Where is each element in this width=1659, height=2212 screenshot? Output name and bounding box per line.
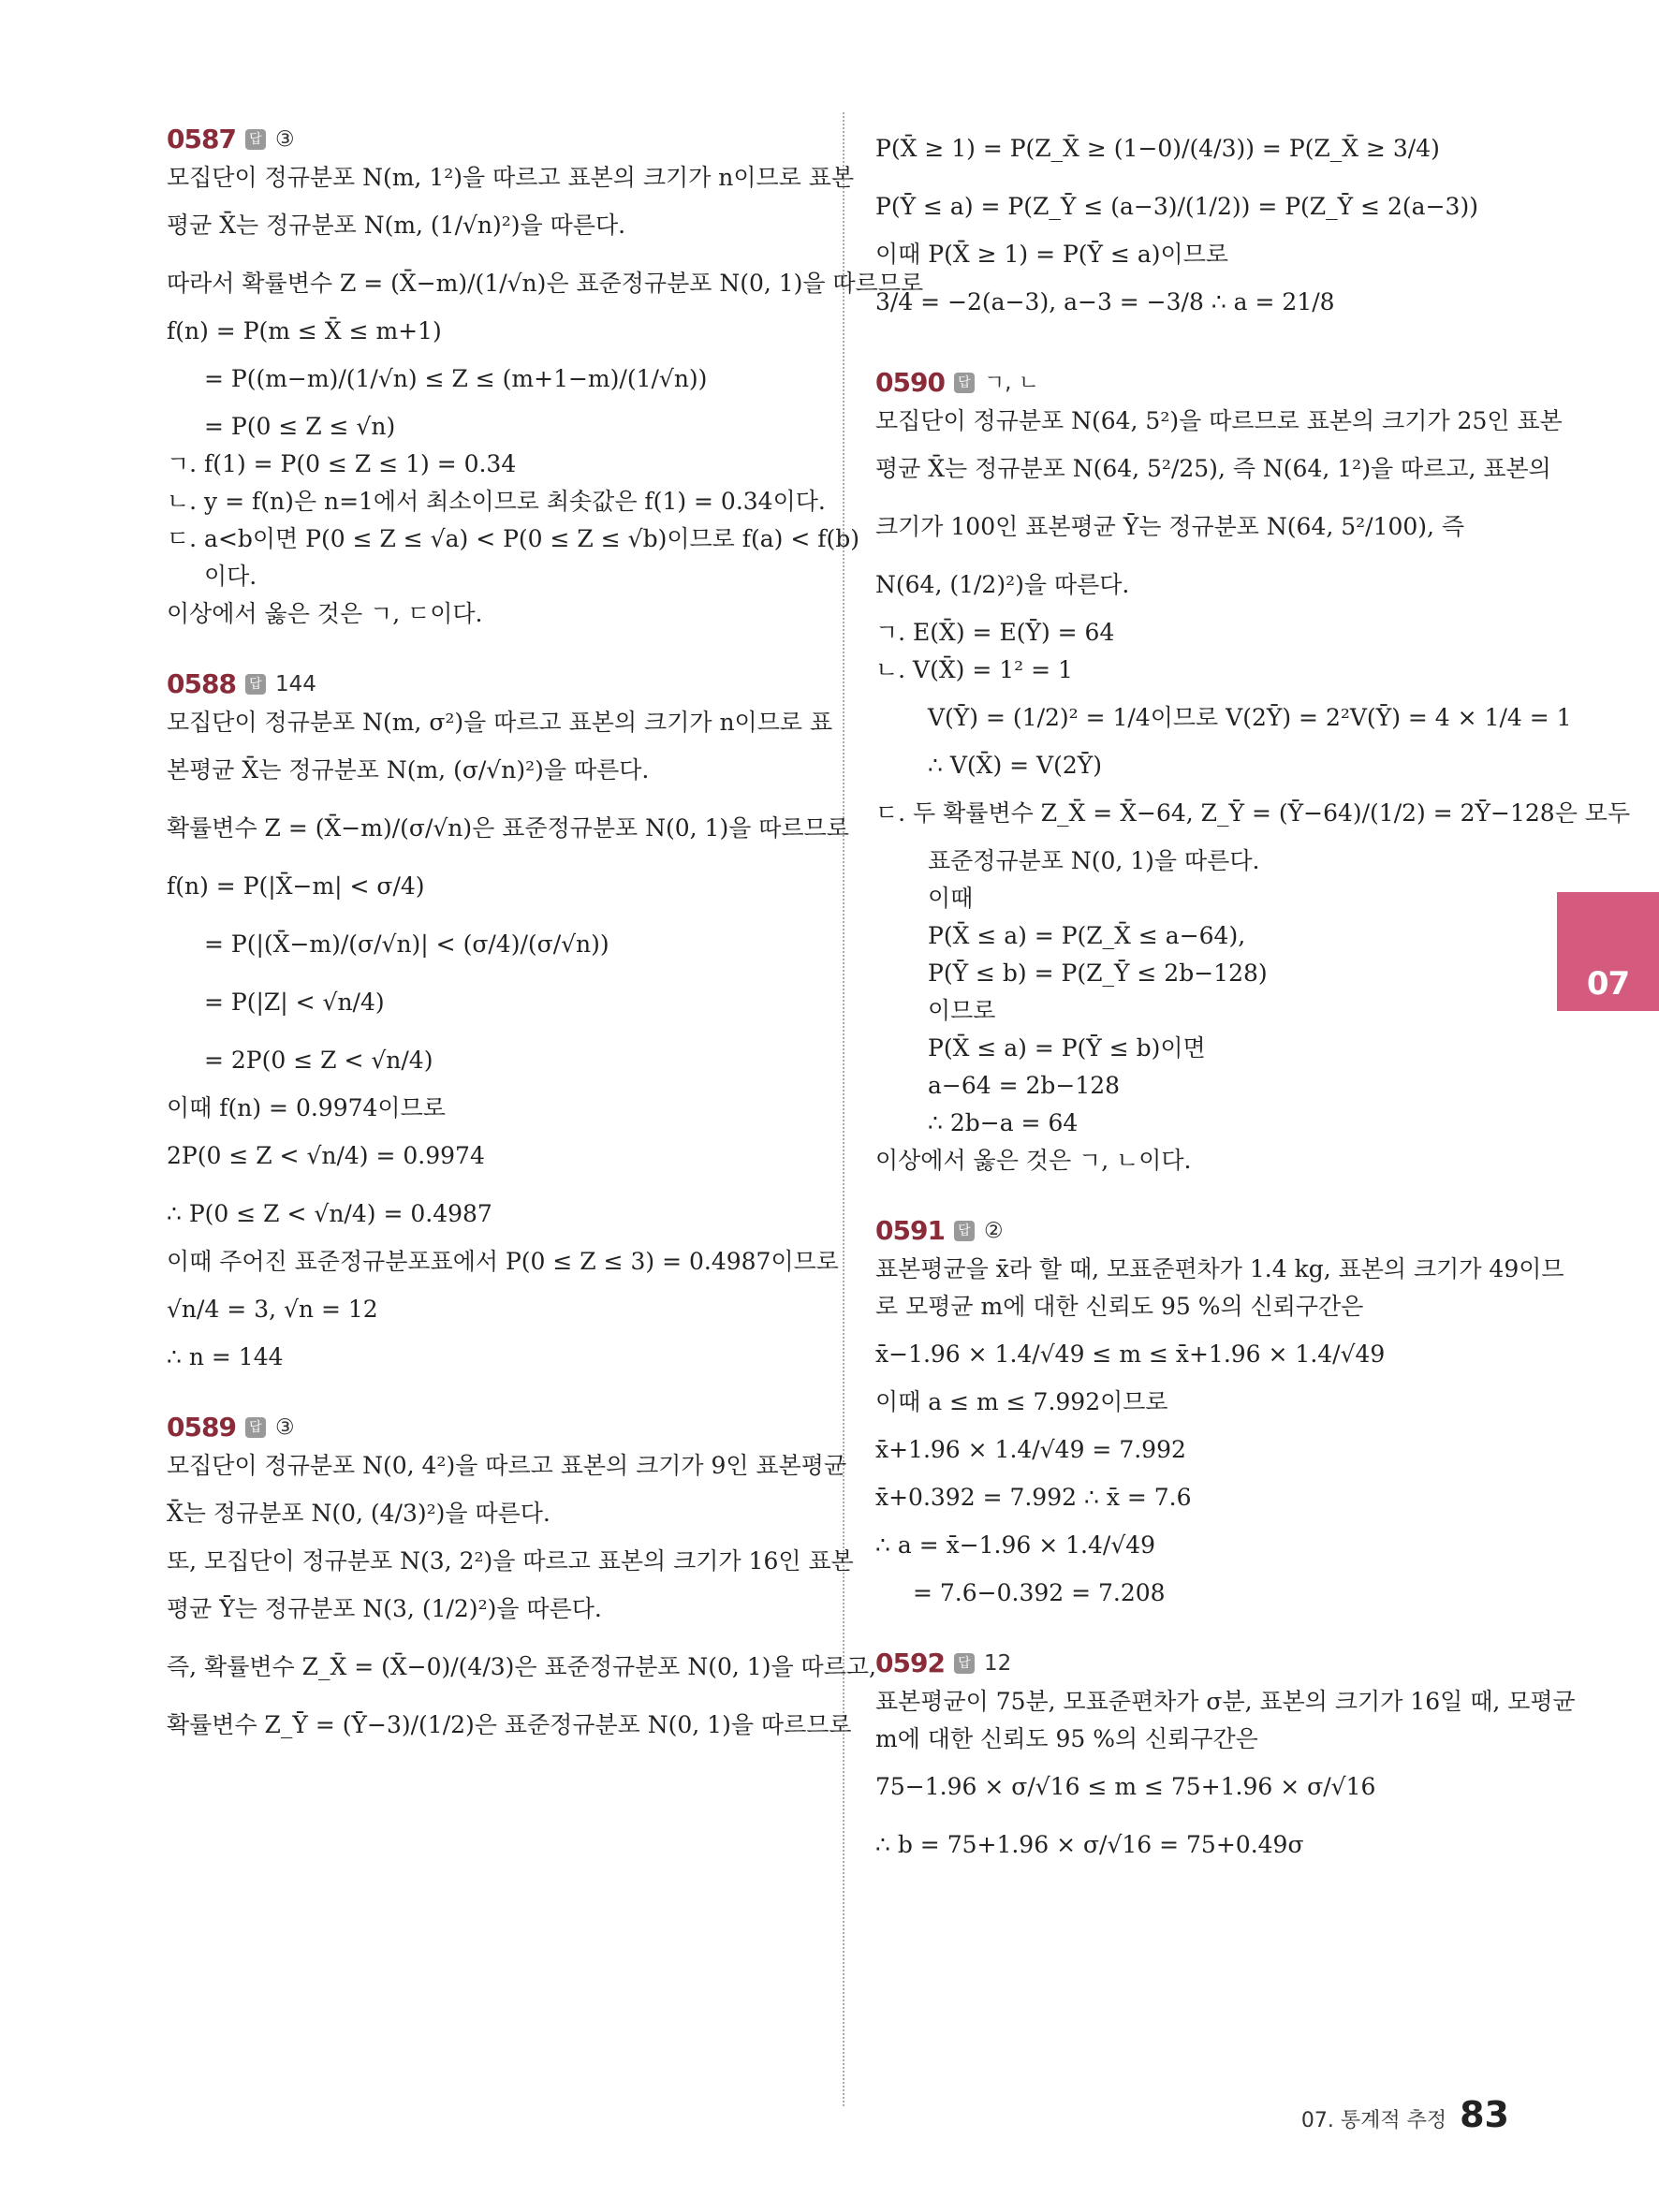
solution-line: 이므로 xyxy=(928,997,996,1024)
problem-0592 xyxy=(875,1644,1576,1874)
problem-answer: 12 xyxy=(983,1651,1012,1676)
solution-line: 로 모평균 m에 대한 신뢰도 95 %의 신뢰구간은 xyxy=(875,1293,1364,1320)
answer-badge-icon: 답 xyxy=(954,373,975,393)
solution-line: P(Ȳ ≤ a) = P(Z_Ȳ ≤ (a−3)/(1/2)) = P(Z_Ȳ ≤ 2(a−3)) xyxy=(875,193,1478,220)
solution-line: N(64, (1/2)²)을 따른다. xyxy=(875,571,1130,598)
solution-line: 평균 X̄는 정규분포 N(64, 5²/25), 즉 N(64, 1²)을 따르고, 표본의 xyxy=(875,455,1551,482)
problem-number: 0591 xyxy=(875,1215,945,1246)
solution-line: ∴ b = 75+1.96 × σ/√16 = 75+0.49σ xyxy=(875,1831,1304,1858)
solution-line: 이때 a ≤ m ≤ 7.992이므로 xyxy=(875,1388,1168,1415)
problem-answer: 144 xyxy=(274,672,316,696)
problem-header xyxy=(875,1644,1521,1683)
page-number: 83 xyxy=(1460,2094,1509,2135)
solution-line: m에 대한 신뢰도 95 %의 신뢰구간은 xyxy=(875,1725,1258,1752)
solution-line: ㄴ. y = f(n)은 n=1에서 최소이므로 최솟값은 f(1) = 0.34이다. xyxy=(167,488,826,515)
solution-line: 표본평균을 x̄라 할 때, 모표준편차가 1.4 kg, 표본의 크기가 49이므 xyxy=(875,1255,1564,1282)
solution-line: 이때 xyxy=(928,885,974,912)
solution-line: 모집단이 정규분포 N(m, 1²)을 따르고 표본의 크기가 n이므로 표본 xyxy=(167,164,855,191)
solution-line: 또, 모집단이 정규분포 N(3, 2²)을 따르고 표본의 크기가 16인 표본 xyxy=(167,1547,854,1575)
solution-line: 표준정규분포 N(0, 1)을 따른다. xyxy=(928,847,1260,874)
solution-line: 확률변수 Z_Ȳ = (Ȳ−3)/(1/2)은 표준정규분포 N(0, 1)을 따르므로 xyxy=(167,1711,852,1738)
solution-line: X̄는 정규분포 N(0, (4/3)²)을 따른다. xyxy=(167,1500,551,1527)
solution-line: 크기가 100인 표본평균 Ȳ는 정규분포 N(64, 5²/100), 즉 xyxy=(875,513,1465,540)
problem-answer: ㄱ, ㄴ xyxy=(983,371,1039,395)
solution-line: 따라서 확률변수 Z = (X̄−m)/(1/√n)은 표준정규분포 N(0, 1)을 따르므로 xyxy=(167,270,924,297)
answer-badge-icon: 답 xyxy=(245,129,266,150)
answer-badge-icon: 답 xyxy=(954,1653,975,1674)
problem-number: 0590 xyxy=(875,367,945,398)
solution-line: 3/4 = −2(a−3), a−3 = −3/8 ∴ a = 21/8 xyxy=(875,288,1335,315)
chapter-side-tab xyxy=(1557,892,1659,1011)
problem-answer: ③ xyxy=(274,127,295,152)
page-footer xyxy=(1301,2094,1509,2135)
solution-line: ∴ a = x̄−1.96 × 1.4/√49 xyxy=(875,1531,1156,1559)
problem-header xyxy=(875,363,1521,403)
problem-0589-continued xyxy=(875,120,1521,331)
problem-0591 xyxy=(875,1211,1564,1612)
solution-line: 2P(0 ≤ Z < √n/4) = 0.9974 xyxy=(167,1142,485,1169)
solution-line: x̄−1.96 × 1.4/√49 ≤ m ≤ x̄+1.96 × 1.4/√49 xyxy=(875,1340,1386,1368)
solution-line: P(X̄ ≤ a) = P(Z_X̄ ≤ a−64), xyxy=(928,922,1246,949)
solution-line: f(n) = P(|X̄−m| < σ/4) xyxy=(167,872,425,900)
solution-line: 이때 f(n) = 0.9974이므로 xyxy=(167,1094,446,1121)
problem-number: 0588 xyxy=(167,668,236,699)
solution-line: f(n) = P(m ≤ X̄ ≤ m+1) xyxy=(167,317,442,344)
solution-line: 평균 Ȳ는 정규분포 N(3, (1/2)²)을 따른다. xyxy=(167,1595,602,1622)
solution-line: P(Ȳ ≤ b) = P(Z_Ȳ ≤ 2b−128) xyxy=(928,960,1268,987)
column-divider xyxy=(843,112,844,2106)
solution-line: 모집단이 정규분포 N(64, 5²)을 따르므로 표본의 크기가 25인 표본 xyxy=(875,407,1563,434)
solution-line: = P(0 ≤ Z ≤ √n) xyxy=(204,413,396,440)
problem-header xyxy=(167,120,822,159)
solution-line: = P(|Z| < √n/4) xyxy=(204,989,385,1016)
solution-line: ∴ n = 144 xyxy=(167,1343,284,1370)
problem-0588 xyxy=(167,665,849,1376)
solution-line: √n/4 = 3, √n = 12 xyxy=(167,1296,378,1323)
problem-header xyxy=(875,1211,1521,1251)
footer-chapter-title: 07. 통계적 추정 xyxy=(1300,2109,1447,2132)
problem-number: 0587 xyxy=(167,124,236,154)
answer-badge-icon: 답 xyxy=(245,674,266,695)
solution-line: 이다. xyxy=(204,563,257,590)
solution-line: ∴ 2b−a = 64 xyxy=(928,1109,1079,1136)
problem-number: 0589 xyxy=(167,1412,236,1443)
solution-line: 75−1.96 × σ/√16 ≤ m ≤ 75+1.96 × σ/√16 xyxy=(875,1773,1376,1800)
solution-line: 모집단이 정규분포 N(0, 4²)을 따르고 표본의 크기가 9인 표본평균 xyxy=(167,1452,847,1479)
solution-line: = 2P(0 ≤ Z < √n/4) xyxy=(204,1047,433,1074)
solution-line: ㄷ. 두 확률변수 Z_X̄ = X̄−64, Z_Ȳ = (Ȳ−64)/(1/2) = 2Ȳ−128은 모두 xyxy=(875,799,1631,827)
solution-line: 모집단이 정규분포 N(m, σ²)을 따르고 표본의 크기가 n이므로 표 xyxy=(167,709,833,736)
problem-number: 0592 xyxy=(875,1648,945,1678)
solution-line: 본평균 X̄는 정규분포 N(m, (σ/√n)²)을 따른다. xyxy=(167,756,650,784)
solution-line: 평균 X̄는 정규분포 N(m, (1/√n)²)을 따른다. xyxy=(167,212,626,239)
solution-line: V(Ȳ) = (1/2)² = 1/4이므로 V(2Ȳ) = 2²V(Ȳ) = 4 × 1/4 = 1 xyxy=(928,704,1572,731)
problem-0589 xyxy=(167,1408,876,1754)
solution-line: 이때 주어진 표준정규분포표에서 P(0 ≤ Z ≤ 3) = 0.4987이므로 xyxy=(167,1248,839,1275)
solution-line: x̄+0.392 = 7.992 ∴ x̄ = 7.6 xyxy=(875,1484,1192,1511)
solution-line: = P((m−m)/(1/√n) ≤ Z ≤ (m+1−m)/(1/√n)) xyxy=(204,365,708,392)
solution-line: 즉, 확률변수 Z_X̄ = (X̄−0)/(4/3)은 표준정규분포 N(0, 1)을 따르고, xyxy=(167,1653,876,1680)
solution-line: ∴ P(0 ≤ Z < √n/4) = 0.4987 xyxy=(167,1200,492,1227)
solution-line: ㄴ. V(X̄) = 1² = 1 xyxy=(875,656,1073,683)
solution-line: a−64 = 2b−128 xyxy=(928,1072,1121,1099)
solution-line: ㄱ. f(1) = P(0 ≤ Z ≤ 1) = 0.34 xyxy=(167,450,517,477)
solution-line: 표본평균이 75분, 모표준편차가 σ분, 표본의 크기가 16일 때, 모평균 xyxy=(875,1688,1576,1715)
solution-line: P(X̄ ≤ a) = P(Ȳ ≤ b)이면 xyxy=(928,1034,1206,1062)
problem-answer: ② xyxy=(983,1219,1004,1243)
answer-badge-icon: 답 xyxy=(245,1417,266,1438)
solution-line: P(X̄ ≥ 1) = P(Z_X̄ ≥ (1−0)/(4/3)) = P(Z_X̄ ≥ 3/4) xyxy=(875,135,1440,162)
solution-line: 이상에서 옳은 것은 ㄱ, ㄷ이다. xyxy=(167,600,483,627)
solution-line: = 7.6−0.392 = 7.208 xyxy=(913,1579,1166,1606)
solution-line: 이상에서 옳은 것은 ㄱ, ㄴ이다. xyxy=(875,1147,1192,1174)
problem-answer: ③ xyxy=(274,1415,295,1440)
solution-line: 확률변수 Z = (X̄−m)/(σ/√n)은 표준정규분포 N(0, 1)을 따르므로 xyxy=(167,814,849,842)
chapter-tab-label: 07 xyxy=(1586,965,1630,1003)
solution-line: x̄+1.96 × 1.4/√49 = 7.992 xyxy=(875,1436,1186,1463)
solution-line: ∴ V(X̄) = V(2Ȳ) xyxy=(928,752,1103,779)
solution-line: ㄱ. E(X̄) = E(Ȳ) = 64 xyxy=(875,619,1115,646)
answer-badge-icon: 답 xyxy=(954,1221,975,1241)
solution-line: = P(|(X̄−m)/(σ/√n)| < (σ/4)/(σ/√n)) xyxy=(204,930,609,958)
solution-line: ㄷ. a<b이면 P(0 ≤ Z ≤ √a) < P(0 ≤ Z ≤ √b)이므로 f(a) < f(b) xyxy=(167,525,859,552)
problem-header xyxy=(167,665,822,704)
problem-header xyxy=(167,1408,822,1447)
solution-line: 이때 P(X̄ ≥ 1) = P(Ȳ ≤ a)이므로 xyxy=(875,241,1228,268)
